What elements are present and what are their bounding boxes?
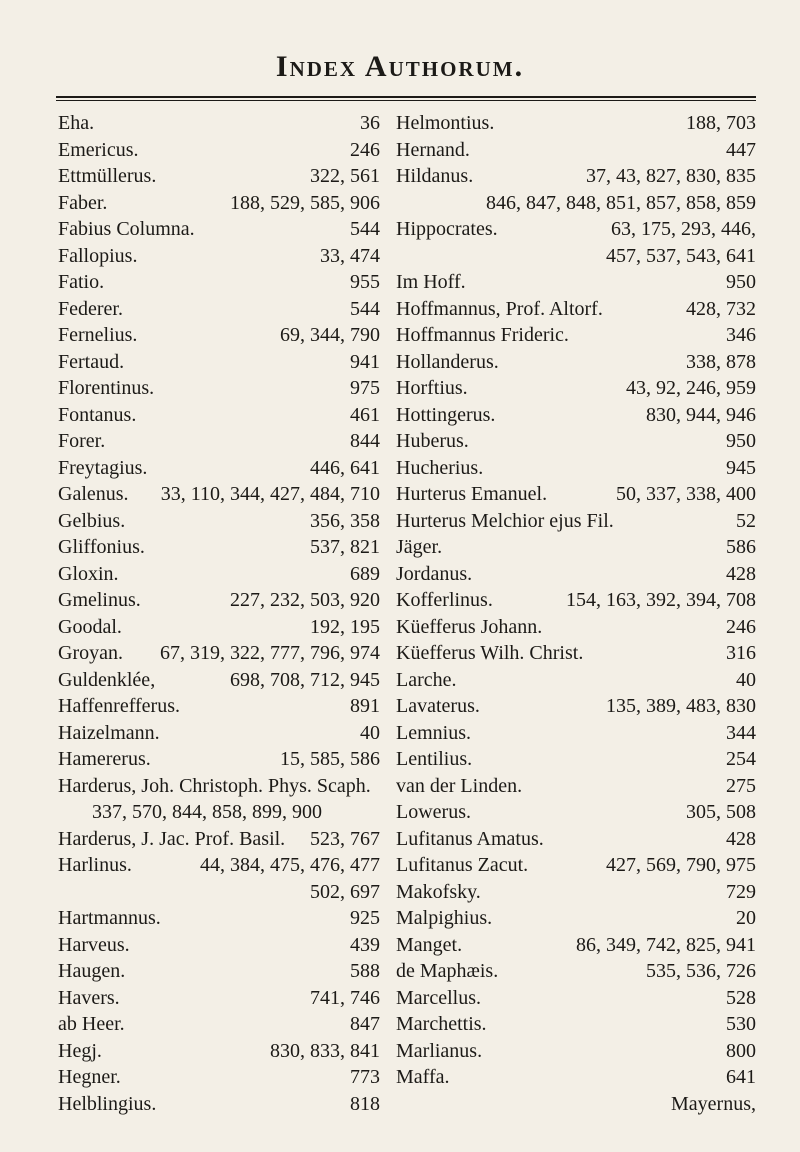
- author-name: Marlianus.: [396, 1039, 483, 1062]
- author-name: Federer.: [58, 297, 123, 320]
- page-numbers: 447: [726, 138, 756, 161]
- index-entry: [58, 958, 380, 985]
- page-numbers: 15, 585, 586: [280, 748, 380, 770]
- entry-line: [396, 296, 756, 323]
- index-entry: [396, 693, 756, 720]
- index-entry: [396, 985, 756, 1012]
- entry-line: [58, 905, 380, 932]
- index-entry: [58, 587, 380, 614]
- entry-line: [58, 137, 380, 164]
- index-entry: [396, 561, 756, 588]
- index-entry: [58, 640, 380, 667]
- index-entry: [58, 1038, 380, 1065]
- page-numbers: 246: [350, 138, 380, 161]
- entry-line: [58, 852, 380, 879]
- author-name: Marchettis.: [396, 1013, 487, 1035]
- author-name: Küefferus Wilh. Christ.: [396, 642, 584, 664]
- index-entry: [58, 349, 380, 376]
- page-numbers: 135, 389, 483, 830: [606, 695, 756, 717]
- index-entry: [396, 402, 756, 429]
- page-numbers: 586: [726, 536, 756, 558]
- author-name: Hamererus.: [58, 748, 151, 770]
- author-name: Hoffmannus Frideric.: [396, 324, 569, 346]
- index-entry: [58, 720, 380, 747]
- index-entry: [58, 428, 380, 455]
- page-numbers: 188, 529, 585, 906: [230, 191, 380, 214]
- entry-line: [396, 216, 756, 243]
- entry-line: [396, 402, 756, 429]
- author-name: Hildanus.: [396, 165, 474, 187]
- page-numbers: 698, 708, 712, 945: [230, 668, 380, 691]
- entry-line: [396, 455, 756, 482]
- index-entry: [58, 826, 380, 853]
- entry-line: [58, 1011, 380, 1038]
- page-numbers: 891: [350, 695, 380, 717]
- index-entry: [396, 481, 756, 508]
- page-numbers: 344: [726, 721, 756, 744]
- page-numbers: 427, 569, 790, 975: [606, 854, 756, 876]
- page-numbers: 428: [726, 827, 756, 850]
- index-entry: [58, 561, 380, 588]
- page-numbers-continued: 502, 697: [310, 880, 380, 903]
- index-entry: [58, 614, 380, 641]
- page-numbers: 975: [350, 377, 380, 399]
- author-name: Gelbius.: [58, 509, 126, 532]
- page-numbers: 955: [350, 271, 380, 293]
- entry-line: [58, 1038, 380, 1065]
- page-numbers-continued: 337, 570, 844, 858, 899, 900: [92, 801, 322, 823]
- page-numbers: 33, 110, 344, 427, 484, 710: [160, 483, 380, 505]
- page-numbers: 847: [350, 1013, 380, 1035]
- page-numbers-continued: 457, 537, 543, 641: [606, 244, 756, 267]
- page-numbers: 192, 195: [310, 615, 380, 638]
- entry-line: [396, 587, 756, 614]
- page-numbers: 689: [350, 562, 380, 585]
- author-name: Fertaud.: [58, 350, 125, 373]
- author-name: Emericus.: [58, 138, 139, 161]
- entry-line: [58, 614, 380, 641]
- index-entry: [396, 322, 756, 349]
- entry-line: [58, 508, 380, 535]
- page-numbers: 537, 821: [310, 536, 380, 558]
- index-entry: [396, 269, 756, 296]
- index-entry: [396, 534, 756, 561]
- page-numbers: 67, 319, 322, 777, 796, 974: [160, 642, 380, 664]
- index-entry: [396, 667, 756, 694]
- author-name: Havers.: [58, 986, 120, 1009]
- page-numbers: 254: [726, 748, 756, 770]
- author-name: Horftius.: [396, 377, 468, 399]
- index-entry: [58, 243, 380, 270]
- author-name: Marcellus.: [396, 986, 481, 1009]
- index-entry: [58, 1064, 380, 1091]
- page-numbers: 428, 732: [686, 297, 756, 320]
- index-entry: [58, 110, 380, 137]
- page-numbers: 69, 344, 790: [280, 324, 380, 346]
- index-entry: [396, 826, 756, 853]
- entry-line: [58, 561, 380, 588]
- author-name: Gloxin.: [58, 562, 119, 585]
- page-numbers: 356, 358: [310, 509, 380, 532]
- author-name: Larche.: [396, 668, 457, 691]
- author-name: Freytagius.: [58, 456, 148, 479]
- index-entry: [58, 190, 380, 217]
- page-numbers: 729: [726, 880, 756, 903]
- index-entry: [396, 296, 756, 323]
- entry-line: [58, 1064, 380, 1091]
- entry-line: [396, 852, 756, 879]
- page-numbers: 346: [726, 324, 756, 346]
- entry-line: [396, 799, 756, 826]
- index-entry: [58, 455, 380, 482]
- author-name: Ettmüllerus.: [58, 165, 157, 187]
- entry-line: [58, 985, 380, 1012]
- author-name: Harderus, J. Jac. Prof. Basil.: [58, 827, 286, 850]
- entry-line: [396, 481, 756, 508]
- left-column: [58, 110, 380, 1117]
- author-name: Helblingius.: [58, 1092, 157, 1115]
- entry-line: [396, 534, 756, 561]
- author-name: Lufitanus Zacut.: [396, 854, 529, 876]
- index-entry: [58, 1011, 380, 1038]
- index-entry: [58, 375, 380, 402]
- entry-line: [58, 216, 380, 243]
- page-numbers: 941: [350, 350, 380, 373]
- entry-line: [58, 349, 380, 376]
- entry-line: [58, 481, 380, 508]
- entry-line: [396, 1038, 756, 1065]
- entry-line: [396, 269, 756, 296]
- entry-line: [396, 932, 756, 959]
- author-name: Forer.: [58, 430, 106, 452]
- author-name: Hurterus Melchior ejus Fil.: [396, 509, 614, 532]
- author-name: Fallopius.: [58, 244, 138, 267]
- page-numbers: 535, 536, 726: [646, 960, 756, 982]
- index-entry: [396, 905, 756, 932]
- page-numbers: 741, 746: [310, 986, 380, 1009]
- index-entry: [396, 455, 756, 482]
- entry-line: [58, 110, 380, 137]
- index-entry: [58, 746, 380, 773]
- entry-line: [58, 243, 380, 270]
- header-rule-thin: [56, 100, 756, 101]
- author-name: Manget.: [396, 933, 463, 956]
- page-numbers: 446, 641: [310, 456, 380, 479]
- entry-line: [396, 958, 756, 985]
- author-name: Eha.: [58, 112, 95, 134]
- entry-line: [396, 375, 756, 402]
- page-numbers: 338, 878: [686, 350, 756, 373]
- page-numbers: 945: [726, 456, 756, 479]
- entry-line: [396, 508, 756, 535]
- page-numbers: 43, 92, 246, 959: [626, 377, 756, 399]
- author-name: van der Linden.: [396, 774, 523, 797]
- page-numbers: 439: [350, 933, 380, 956]
- page-title: Index Authorum.: [275, 50, 525, 83]
- index-entry: [396, 746, 756, 773]
- author-name: Hottingerus.: [396, 403, 496, 426]
- author-name: Jäger.: [396, 536, 443, 558]
- entry-line: [58, 269, 380, 296]
- page-numbers: 800: [726, 1039, 756, 1062]
- index-entry: [396, 587, 756, 614]
- entry-line: [58, 1091, 380, 1118]
- page-numbers: 275: [726, 774, 756, 797]
- author-name: Lemnius.: [396, 721, 471, 744]
- author-name: Hollanderus.: [396, 350, 499, 373]
- author-name: Kofferlinus.: [396, 589, 493, 611]
- index-entry: [396, 349, 756, 376]
- author-name: Fontanus.: [58, 403, 137, 426]
- index-entry: [396, 428, 756, 455]
- author-name: Lavaterus.: [396, 695, 480, 717]
- index-entry: [58, 932, 380, 959]
- entry-line: [396, 1011, 756, 1038]
- page-numbers: 86, 349, 742, 825, 941: [576, 933, 756, 956]
- page-numbers: 63, 175, 293, 446,: [611, 218, 756, 240]
- catchword: Mayernus,: [671, 1092, 756, 1115]
- index-entry: [58, 693, 380, 720]
- entry-line: [396, 773, 756, 800]
- author-name: Hurterus Emanuel.: [396, 483, 548, 505]
- entry-line: [396, 826, 756, 853]
- author-name: Harlinus.: [58, 854, 132, 876]
- author-name: Fernelius.: [58, 324, 138, 346]
- index-entry: [58, 667, 380, 694]
- page-numbers: 305, 508: [686, 801, 756, 823]
- author-name: Guldenklée,: [58, 668, 156, 691]
- author-name: Faber.: [58, 191, 108, 214]
- page-numbers: 950: [726, 271, 756, 293]
- entry-line: [58, 375, 380, 402]
- entry-line: [396, 985, 756, 1012]
- entry-line: [58, 428, 380, 455]
- entry-line: [58, 455, 380, 482]
- author-name: Hartmannus.: [58, 907, 161, 929]
- entry-line: [396, 1064, 756, 1091]
- page-numbers: 523, 767: [310, 827, 380, 850]
- index-entry: [396, 720, 756, 747]
- entry-line: [58, 667, 380, 694]
- index-entry: [58, 773, 380, 826]
- page-numbers: 52: [736, 509, 756, 532]
- author-name: Haffenrefferus.: [58, 695, 180, 717]
- index-entry: [396, 137, 756, 164]
- page-numbers-continued: 846, 847, 848, 851, 857, 858, 859: [486, 191, 756, 214]
- page-numbers: 246: [726, 615, 756, 638]
- page-numbers: 50, 337, 338, 400: [616, 483, 756, 505]
- entry-line: [396, 746, 756, 773]
- index-entry: [396, 375, 756, 402]
- page-numbers: 773: [350, 1066, 380, 1088]
- entry-line: [396, 640, 756, 667]
- author-name: Harveus.: [58, 933, 130, 956]
- index-entry: [58, 1091, 380, 1118]
- page-numbers: 227, 232, 503, 920: [230, 589, 380, 611]
- author-name: Harderus, Joh. Christoph. Phys. Scaph.: [58, 774, 371, 797]
- index-entry: [58, 402, 380, 429]
- index-entry: [396, 1064, 756, 1091]
- author-name: Hoffmannus, Prof. Altorf.: [396, 297, 603, 320]
- page-numbers: 40: [736, 668, 756, 691]
- index-entry: [396, 508, 756, 535]
- entry-line: [58, 693, 380, 720]
- author-name: Huberus.: [396, 430, 469, 452]
- entry-line: [396, 905, 756, 932]
- entry-line: [396, 322, 756, 349]
- page-numbers: 40: [360, 721, 380, 744]
- author-name: Fatio.: [58, 271, 105, 293]
- author-name: Hernand.: [396, 138, 470, 161]
- page-numbers: 36: [360, 112, 380, 134]
- author-name: Malpighius.: [396, 907, 493, 929]
- index-entry: [58, 296, 380, 323]
- page-numbers: 37, 43, 827, 830, 835: [586, 165, 756, 187]
- page-numbers: 588: [350, 960, 380, 982]
- index-entry: [396, 110, 756, 137]
- entry-line: [396, 614, 756, 641]
- entry-line: [396, 720, 756, 747]
- author-name: Helmontius.: [396, 112, 495, 134]
- author-name: Makofsky.: [396, 880, 481, 903]
- index-entry: [58, 852, 380, 905]
- page-numbers: 950: [726, 430, 756, 452]
- entry-line: [396, 110, 756, 137]
- entry-line: [58, 534, 380, 561]
- index-entry: [58, 481, 380, 508]
- author-name: Hippocrates.: [396, 218, 498, 240]
- author-name: Florentinus.: [58, 377, 155, 399]
- page-numbers: 33, 474: [320, 244, 380, 267]
- page-numbers: 818: [350, 1092, 380, 1115]
- entry-line: [396, 349, 756, 376]
- entry-line: [396, 879, 756, 906]
- entry-line: [58, 773, 380, 800]
- entry-line: [58, 826, 380, 853]
- page-numbers: 188, 703: [686, 112, 756, 134]
- entry-line: [58, 163, 380, 190]
- author-name: Haizelmann.: [58, 721, 160, 744]
- entry-line: [396, 163, 756, 190]
- author-name: Hegj.: [58, 1039, 102, 1062]
- entry-line: [396, 137, 756, 164]
- entry-line: [396, 561, 756, 588]
- page-numbers: 544: [350, 297, 380, 320]
- author-name: ab Heer.: [58, 1013, 125, 1035]
- page-numbers: 461: [350, 403, 380, 426]
- author-name: Gmelinus.: [58, 589, 141, 611]
- index-entry: [396, 640, 756, 667]
- index-entry: [396, 1038, 756, 1065]
- right-column: [396, 110, 756, 1117]
- entry-line: [58, 402, 380, 429]
- page-numbers: 830, 833, 841: [270, 1039, 380, 1062]
- index-entry: [58, 534, 380, 561]
- author-name: Galenus.: [58, 483, 129, 505]
- entry-line: [58, 746, 380, 773]
- entry-line: [396, 693, 756, 720]
- author-name: Gliffonius.: [58, 536, 145, 558]
- index-entry: [396, 932, 756, 959]
- author-name: Lentilius.: [396, 748, 473, 770]
- author-name: Hucherius.: [396, 456, 484, 479]
- index-entry: [396, 799, 756, 826]
- author-name: Im Hoff.: [396, 271, 466, 293]
- author-name: Hegner.: [58, 1066, 121, 1088]
- entry-line: [58, 958, 380, 985]
- index-entry: [396, 216, 756, 269]
- entry-line: [58, 720, 380, 747]
- index-entry: [58, 163, 380, 190]
- author-name: Küefferus Johann.: [396, 615, 543, 638]
- page-numbers: 830, 944, 946: [646, 403, 756, 426]
- page-numbers: 428: [726, 562, 756, 585]
- index-entry: [396, 879, 756, 906]
- header-rule: [56, 96, 756, 98]
- page-numbers: 641: [726, 1066, 756, 1088]
- author-name: Groyan.: [58, 642, 123, 664]
- index-entry: [58, 137, 380, 164]
- index-entry: [58, 905, 380, 932]
- page-numbers: 154, 163, 392, 394, 708: [566, 589, 756, 611]
- index-entry: [58, 269, 380, 296]
- page-numbers: 44, 384, 475, 476, 477: [200, 854, 380, 876]
- page-numbers: 528: [726, 986, 756, 1009]
- page-numbers: 530: [726, 1013, 756, 1035]
- page-numbers: 844: [350, 430, 380, 452]
- page-numbers: 316: [726, 642, 756, 664]
- index-entry: [396, 163, 756, 216]
- author-name: Maffa.: [396, 1066, 450, 1088]
- index-entry: [58, 985, 380, 1012]
- index-entry: [58, 508, 380, 535]
- index-entry: [58, 322, 380, 349]
- index-entry: [396, 852, 756, 879]
- page-numbers: 544: [350, 218, 380, 240]
- entry-line: [58, 190, 380, 217]
- author-name: Fabius Columna.: [58, 218, 195, 240]
- author-name: de Maphæis.: [396, 960, 499, 982]
- entry-line: [58, 640, 380, 667]
- author-name: Lowerus.: [396, 801, 471, 823]
- page-numbers: 322, 561: [310, 165, 380, 187]
- entry-line: [58, 322, 380, 349]
- entry-line: [58, 932, 380, 959]
- author-name: Lufitanus Amatus.: [396, 827, 544, 850]
- entry-line: [396, 667, 756, 694]
- index-entry: [396, 773, 756, 800]
- page-numbers: 20: [736, 907, 756, 929]
- index-entry: [396, 958, 756, 985]
- index-entry: [396, 1011, 756, 1038]
- author-name: Jordanus.: [396, 562, 473, 585]
- author-name: Goodal.: [58, 615, 122, 638]
- author-name: Haugen.: [58, 960, 126, 982]
- index-entry: [396, 614, 756, 641]
- entry-line: [58, 587, 380, 614]
- page-numbers: 925: [350, 907, 380, 929]
- entry-line: [396, 428, 756, 455]
- entry-line: [58, 296, 380, 323]
- index-entry: [58, 216, 380, 243]
